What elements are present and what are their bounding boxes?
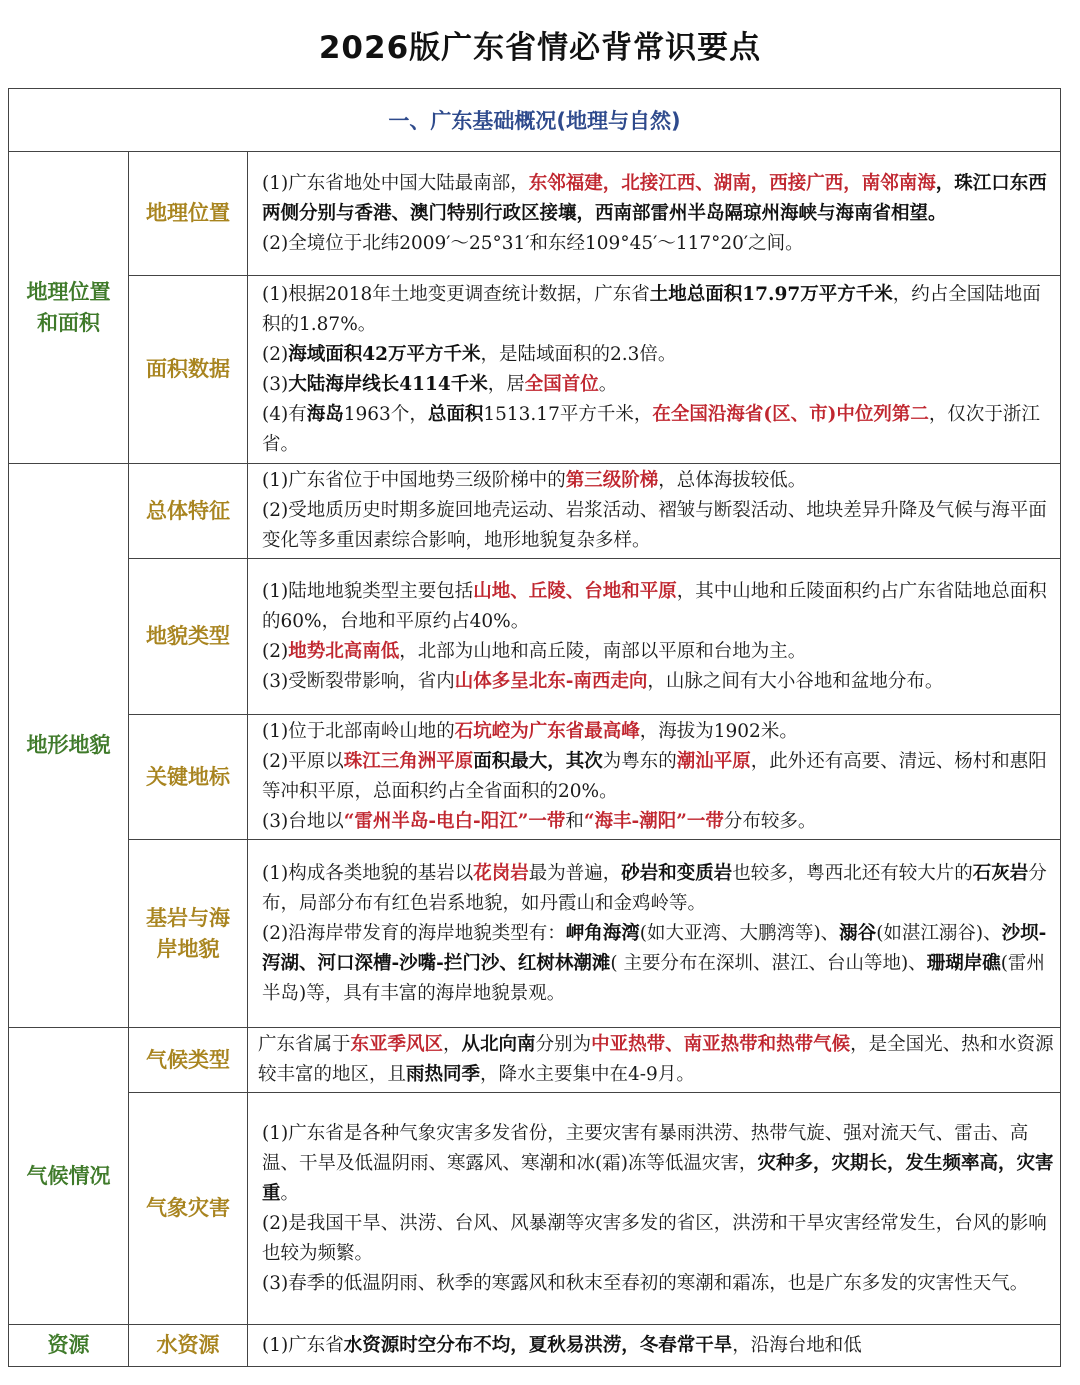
table-row: [9, 715, 1061, 840]
sub-overall: 总体特征: [129, 464, 248, 559]
section-heading: 一、广东基础概况(地理与自然): [9, 89, 1061, 152]
sub-climate-type: 气候类型: [129, 1028, 248, 1093]
content-disaster: (1)广东省是各种气象灾害多发省份，主要灾害有暴雨洪涝、热带气旋、强对流天气、雷击、高温、干旱及低温阴雨、寒露风、寒潮和冰(霜)冻等低温灾害，灾种多，灾期长，发生频率高，灾害重。 (2)是我国干旱、洪涝、台风、风暴潮等灾害多发的省区，洪涝和干旱灾害经常发生，台风的影响也较为频繁。 (3)春季的低温阴雨、秋季的寒露风和秋末至春初的寒潮和霜冻，也是广东多发的灾害性天气。: [248, 1093, 1061, 1325]
category-geography: 地理位置和面积: [9, 152, 129, 464]
table-row: [9, 1028, 1061, 1093]
sub-water: 水资源: [129, 1325, 248, 1367]
sub-location: 地理位置: [129, 152, 248, 276]
category-resources: 资源: [9, 1325, 129, 1367]
content-location: (1)广东省地处中国大陆最南部，东邻福建，北接江西、湖南，西接广西，南邻南海，珠江口东西两侧分别与香港、澳门特别行政区接壤，西南部雷州半岛隔琼州海峡与海南省相望。 (2)全境位于北纬2009′～25°31′和东经109°45′～117°20′之间。: [248, 152, 1061, 276]
table-row: [9, 559, 1061, 715]
table-row: [9, 1325, 1061, 1367]
sub-disaster: 气象灾害: [129, 1093, 248, 1325]
table-row: [9, 1093, 1061, 1325]
category-landform: 地形地貌: [9, 464, 129, 1028]
document-title: 2026版广东省情必背常识要点: [318, 29, 762, 66]
sub-bedrock: 基岩与海岸地貌: [129, 840, 248, 1028]
content-water: (1)广东省水资源时空分布不均，夏秋易洪涝，冬春常干旱，沿海台地和低: [248, 1325, 1061, 1367]
content-area: (1)根据2018年土地变更调查统计数据，广东省土地总面积17.97万平方千米，约占全国陆地面积的1.87%。 (2)海域面积42万平方千米，是陆域面积的2.3倍。 (3)大陆海岸线长4114千米，居全国首位。 (4)有海岛1963个，总面积1513.17平方千米，在全国沿海省(区、市)中位列第二，仅次于浙江省。: [248, 276, 1061, 464]
sub-landform-type: 地貌类型: [129, 559, 248, 715]
category-climate: 气候情况: [9, 1028, 129, 1325]
summary-table: [8, 88, 1060, 1367]
content-landmark: (1)位于北部南岭山地的石坑崆为广东省最高峰，海拔为1902米。 (2)平原以珠江三角洲平原面积最大，其次为粤东的潮汕平原，此外还有高要、清远、杨村和惠阳等冲积平原，总面积约占全省面积的20%。 (3)台地以“雷州半岛-电白-阳江”一带和“海丰-潮阳”一带分布较多。: [248, 715, 1061, 840]
sub-area: 面积数据: [129, 276, 248, 464]
table-row: [9, 840, 1061, 1028]
sub-landmark: 关键地标: [129, 715, 248, 840]
content-bedrock: (1)构成各类地貌的基岩以花岗岩最为普遍，砂岩和变质岩也较多，粤西北还有较大片的石灰岩分布，局部分布有红色岩系地貌，如丹霞山和金鸡岭等。 (2)沿海岸带发育的海岸地貌类型有：岬角海湾(如大亚湾、大鹏湾等)、溺谷(如湛江溺谷)、沙坝-泻湖、河口深槽-沙嘴-拦门沙、红树林潮滩( 主要分布在深圳、湛江、台山等地)、珊瑚岸礁(雷州半岛)等，具有丰富的海岸地貌景观。: [248, 840, 1061, 1028]
content-overall: (1)广东省位于中国地势三级阶梯中的第三级阶梯，总体海拔较低。 (2)受地质历史时期多旋回地壳运动、岩浆活动、褶皱与断裂活动、地块差异升降及气候与海平面变化等多重因素综合影响，地形地貌复杂多样。: [248, 464, 1061, 559]
table-row: [9, 464, 1061, 559]
table-row: [9, 152, 1061, 276]
content-climate-type: 广东省属于东亚季风区，从北向南分别为中亚热带、南亚热带和热带气候，是全国光、热和水资源较丰富的地区，且雨热同季，降水主要集中在4-9月。: [248, 1028, 1061, 1093]
table-row: [9, 276, 1061, 464]
content-landform-type: (1)陆地地貌类型主要包括山地、丘陵、台地和平原，其中山地和丘陵面积约占广东省陆地总面积的60%，台地和平原约占40%。 (2)地势北高南低，北部为山地和高丘陵，南部以平原和台地为主。 (3)受断裂带影响，省内山体多呈北东-南西走向，山脉之间有大小谷地和盆地分布。: [248, 559, 1061, 715]
